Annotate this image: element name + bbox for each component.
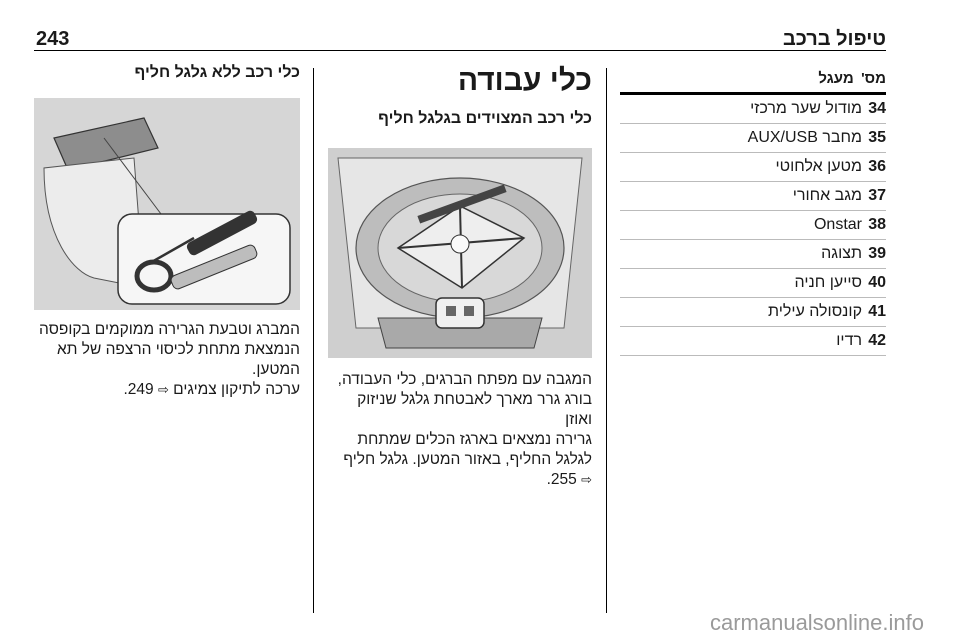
no-spare-paragraph: המברג וטבעת הגרירה ממוקמים בקופסה הנמצאת מתחת לכיסוי הרצפה של תא המטען. xyxy=(39,321,300,378)
tools-heading: כלי עבודה xyxy=(457,64,592,97)
screwdriver-tow-ring-illustration xyxy=(34,98,300,310)
column-divider-right xyxy=(606,68,607,613)
table-row: 39תצוגה xyxy=(620,240,886,269)
tools-paragraph: המגבה עם מפתח הברגים, כלי העבודה, בורג גרר מארך לאבטחת גלגל שניזוק ואוזן גרירה נמצאים בארגז הכלים שמתחת לגלגל החליף, באזור המטען. גלגל חליף ⇨ 255. xyxy=(337,371,592,488)
page-number: 243 xyxy=(36,28,70,50)
table-row: 42רדיו xyxy=(620,327,886,356)
arrow-ref-icon: ⇨ xyxy=(157,382,169,397)
table-row: 38Onstar xyxy=(620,211,886,240)
column-divider-left xyxy=(313,68,314,613)
ref-page[interactable]: 255 xyxy=(550,471,577,488)
header-label: מעגל xyxy=(818,70,854,87)
spare-wheel-subheading: כלי רכב המצוידים בגלגל חליף xyxy=(378,110,592,127)
fuse-table xyxy=(620,68,886,356)
no-spare-section xyxy=(34,64,300,398)
header-num: מס' xyxy=(861,70,886,87)
tyre-repair-kit-reference[interactable]: ערכה לתיקון צמיגים ⇨ 249. xyxy=(123,381,300,398)
tools-section xyxy=(328,64,592,488)
table-row: 34מודול שער מרכזי xyxy=(620,95,886,124)
spare-wheel-tools-illustration xyxy=(328,148,592,358)
ref-text: ערכה לתיקון צמיגים xyxy=(173,381,300,398)
section-title: טיפול ברכב xyxy=(782,28,886,50)
table-row: 41קונסולה עילית xyxy=(620,298,886,327)
table-row: 36מטען אלחוטי xyxy=(620,153,886,182)
table-row: 35מחבר AUX/USB xyxy=(620,124,886,153)
watermark: carmanualsonline.info xyxy=(709,610,924,635)
header-rule xyxy=(34,50,886,51)
no-spare-heading: כלי רכב ללא גלגל חליף xyxy=(134,64,300,81)
fuse-table-header xyxy=(620,68,886,95)
arrow-ref-icon: ⇨ xyxy=(581,472,592,487)
table-row: 40סייען חניה xyxy=(620,269,886,298)
table-row: 37מגב אחורי xyxy=(620,182,886,211)
ref-page: 249 xyxy=(127,381,154,398)
